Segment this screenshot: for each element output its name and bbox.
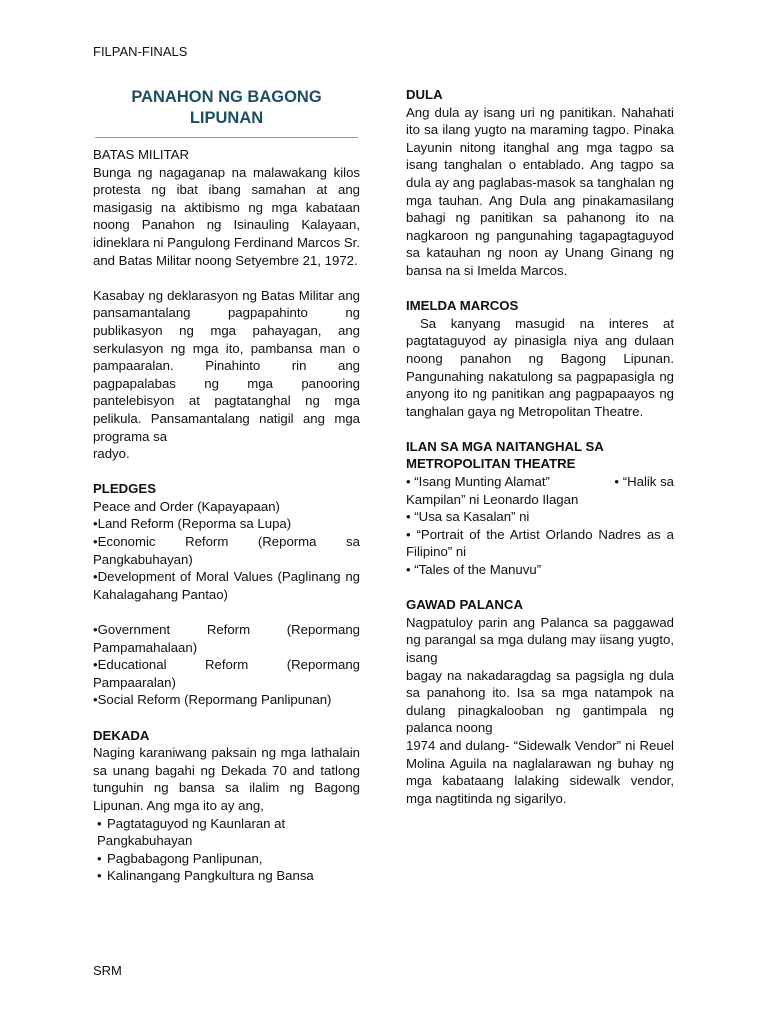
page-header: FILPAN-FINALS bbox=[93, 44, 188, 59]
batas-militar-paragraph-2: Kasabay ng deklarasyon ng Batas Militar ang pansamantalang pagpapahinto ng publikasyon ng mga pahayagan, ang serkulasyon ng mga ito, pambansa man o pampaaralan. Pinahinto rin ang pagpapalabas ng mga panooring pantelebisyon at pagtatanghal ng mga pelikula. Pansamantalang natigil ang mga programa sa bbox=[93, 287, 360, 444]
ilan-first-row bbox=[406, 473, 674, 491]
batas-militar-heading: BATAS MILITAR bbox=[93, 147, 189, 162]
list-item: • “Isang Munting Alamat” bbox=[406, 474, 550, 490]
gawad-palanca-heading: GAWAD PALANCA bbox=[406, 597, 523, 613]
pledges-heading: PLEDGES bbox=[93, 481, 157, 497]
left-column bbox=[93, 86, 360, 885]
list-item: • Pagtataguyod ng Kaunlaran at Pangkabuhayan bbox=[97, 815, 286, 849]
title-divider bbox=[95, 137, 358, 138]
imelda-heading: IMELDA MARCOS bbox=[406, 298, 519, 314]
list-item: • “Tales of the Manuvu” bbox=[406, 562, 542, 578]
dekada-heading: DEKADA bbox=[93, 727, 150, 743]
pledge-item: •Development of Moral Values (Paglinang ng Kahalagahang Pantao) bbox=[93, 569, 360, 602]
gawad-paragraph-1: Nagpatuloy parin ang Palanca sa paggawad ng parangal sa mga dulang may iisang yugto, isang bbox=[406, 614, 674, 665]
gawad-paragraph-3: 1974 and dulang- “Sidewalk Vendor” ni Reuel Molina Aguila na naglalarawan ng buhay ng mga kabataang lalaking sidewalk vendor, mga nagtitinda ng sigarilyo. bbox=[406, 737, 674, 806]
page-footer: SRM bbox=[93, 963, 122, 978]
pledge-item: Peace and Order (Kapayapaan) bbox=[93, 498, 280, 514]
dekada-list bbox=[93, 815, 360, 885]
list-item: • Pagbabagong Panlipunan, bbox=[97, 850, 263, 866]
dula-paragraph: Ang dula ay isang uri ng panitikan. Nahahati ito sa ilang yugto na maraming tagpo. Pinaka Layunin nitong itanghal ang mga tagpo sa isang tanghalan o entablado. Ang tagpo sa dula ay ang paglabas-masok sa tanghalan ng mga tauhan. Ang Dula ang pinakamasilang bahagi ng panitikan sa pahanong ito na nagkaroon ng pangunahing tagapagtaguyod sa katauhan ng noon ay Unang Ginang ng bansa na si Imelda Marcos. bbox=[406, 104, 674, 278]
gawad-paragraph-2: bagay na nakadaragdag sa pagsigla ng dula sa panahong ito. Isa sa mga natampok na dulang pinagkalooban ng gantimpala ng palanca noong bbox=[406, 667, 674, 736]
pledge-item: •Educational Reform (Repormang Pampaaralan) bbox=[93, 657, 360, 690]
list-item: • “Portrait of the Artist Orlando Nadres as a Filipino” ni bbox=[406, 526, 674, 560]
list-item: • Kalinangang Pangkultura ng Bansa bbox=[97, 868, 314, 884]
list-item-continuation: Kampilan” ni Leonardo Ilagan bbox=[406, 491, 579, 507]
dekada-paragraph: Naging karaniwang paksain ng mga lathalain sa unang bagahi ng Dekada 70 and tatlong tunguhin ng bansa sa ilalim ng Bagong Lipunan. Ang mga ito ay ang, bbox=[93, 745, 360, 813]
batas-militar-paragraph-2-end: radyo. bbox=[93, 446, 130, 462]
pledge-item: •Land Reform (Reporma sa Lupa) bbox=[93, 516, 292, 532]
ilan-heading-line-1: ILAN SA MGA NAITANGHAL SA bbox=[406, 438, 604, 454]
document-title: PANAHON NG BAGONG LIPUNAN bbox=[131, 88, 322, 127]
batas-militar-paragraph-1: Bunga ng nagaganap na malawakang kilos protesta ng ibat ibang samahan at ang masigasig na aktibismo ng mga kabataan noong Panahon ng Isinauling Kalayaan, idineklara ni Pangulong Ferdinand Marcos Sr. and Batas Militar noong Setyembre 21, 1972. bbox=[93, 164, 360, 268]
right-column bbox=[406, 86, 674, 807]
imelda-paragraph: Sa kanyang masugid na interes at pagtataguyod ay pinasigla niya ang dulaan noong panahon ng Bagong Lipunan. Pangunahing nakatulong sa pagpapasigla ng anyong ito ng panitikan ang pagpapaayos ng tanghalan gaya ng Metropolitan Theatre. bbox=[406, 315, 674, 419]
ilan-heading-line-2: METROPOLITAN THEATRE bbox=[406, 456, 576, 472]
list-item: • “Halik sa bbox=[614, 474, 674, 490]
pledge-item: •Economic Reform (Reporma sa Pangkabuhayan) bbox=[93, 534, 360, 567]
pledge-item: •Government Reform (Repormang Pampamahalaan) bbox=[93, 622, 360, 655]
dula-heading: DULA bbox=[406, 87, 443, 102]
list-item: • “Usa sa Kasalan” ni bbox=[406, 509, 530, 525]
pledge-item: •Social Reform (Repormang Panlipunan) bbox=[93, 692, 332, 708]
